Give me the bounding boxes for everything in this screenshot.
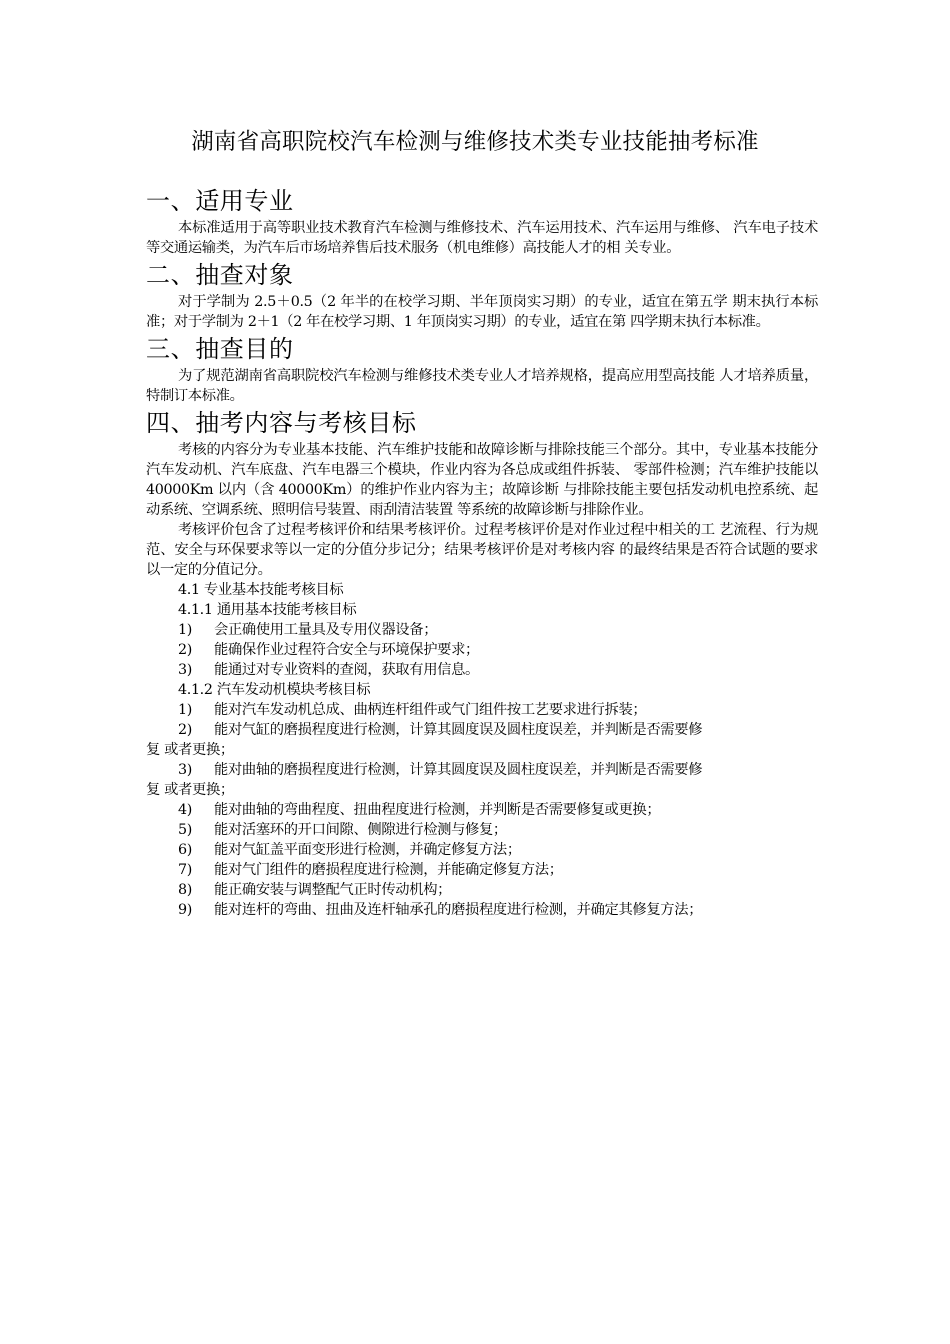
list-item: 3) 能对曲轴的磨损程度进行检测，计算其圆度误及圆柱度误差，并判断是否需要修 — [178, 762, 703, 778]
list-item: 4) 能对曲轴的弯曲程度、扭曲程度进行检测，并判断是否需要修复或更换； — [178, 802, 661, 818]
list-item: 9) 能对连杆的弯曲、扭曲及连杆轴承孔的磨损程度进行检测，并确定其修复方法； — [178, 902, 703, 918]
document-body — [146, 184, 818, 920]
list-item: 8) 能正确安装与调整配气正时传动机构； — [178, 882, 452, 898]
list-item-continuation: 复 或者更换； — [146, 782, 234, 798]
section-4-paragraph-1: 考核的内容分为专业基本技能、汽车维护技能和故障诊断与排除技能三个部分。其中，专业基本技能分汽车发动机、汽车底盘、汽车电器三个模块，作业内容为各总成或组件拆装、 零部件检测；汽车维护技能以 40000Km 以内（含 40000Km）的维护作业内容为主；故障诊断 与排除技能主要包括发动机电控系统、起动系统、空调系统、照明信号装置、雨刮清洁装置 等系统的故障诊断与排除作业。 — [146, 442, 818, 518]
section-heading-1: 一、适用专业 — [146, 187, 294, 215]
list-item: 5) 能对活塞环的开口间隙、侧隙进行检测与修复； — [178, 822, 507, 838]
engine-skill-list — [146, 700, 818, 920]
list-item: 3) 能通过对专业资料的查阅，获取有用信息。 — [178, 662, 479, 678]
list-item: 2) 能确保作业过程符合安全与环境保护要求； — [178, 642, 479, 658]
subheading-4-1-2: 4.1.2 汽车发动机模块考核目标 — [178, 682, 371, 698]
section-heading-4: 四、抽考内容与考核目标 — [146, 409, 417, 437]
section-2-paragraph: 对于学制为 2.5＋0.5（2 年半的在校学习期、半年顶岗实习期）的专业，适宜在第五学 期末执行本标准；对于学制为 2＋1（2 年在校学习期、1 年顶岗实习期）的专业，适宜在第 四学期末执行本标准。 — [146, 294, 818, 330]
list-item: 1) 能对汽车发动机总成、曲柄连杆组件或气门组件按工艺要求进行拆装； — [178, 702, 647, 718]
section-1-paragraph: 本标准适用于高等职业技术教育汽车检测与维修技术、汽车运用技术、汽车运用与维修、 汽车电子技术等交通运输类，为汽车后市场培养售后技术服务（机电维修）高技能人才的相 关专业。 — [146, 220, 818, 256]
subheading-4-1-1: 4.1.1 通用基本技能考核目标 — [178, 602, 357, 618]
list-item: 2) 能对气缸的磨损程度进行检测，计算其圆度误及圆柱度误差，并判断是否需要修 — [178, 722, 703, 738]
list-item: 7) 能对气门组件的磨损程度进行检测，并能确定修复方法； — [178, 862, 563, 878]
list-item-continuation: 复 或者更换； — [146, 742, 234, 758]
section-heading-3: 三、抽查目的 — [146, 335, 294, 363]
general-skill-list — [146, 620, 818, 680]
section-heading-2: 二、抽查对象 — [146, 261, 294, 289]
list-item: 6) 能对气缸盖平面变形进行检测，并确定修复方法； — [178, 842, 521, 858]
section-4-paragraph-2: 考核评价包含了过程考核评价和结果考核评价。过程考核评价是对作业过程中相关的工 艺流程、行为规范、安全与环保要求等以一定的分值分步记分；结果考核评价是对考核内容 的最终结果是否符合试题的要求以一定的分值记分。 — [146, 522, 818, 578]
subheading-4-1: 4.1 专业基本技能考核目标 — [178, 582, 344, 598]
list-item: 1) 会正确使用工量具及专用仪器设备； — [178, 622, 438, 638]
document-title: 湖南省高职院校汽车检测与维修技术类专业技能抽考标准 — [191, 129, 759, 155]
section-3-paragraph: 为了规范湖南省高职院校汽车检测与维修技术类专业人才培养规格，提高应用型高技能 人才培养质量，特制订本标准。 — [146, 368, 818, 404]
